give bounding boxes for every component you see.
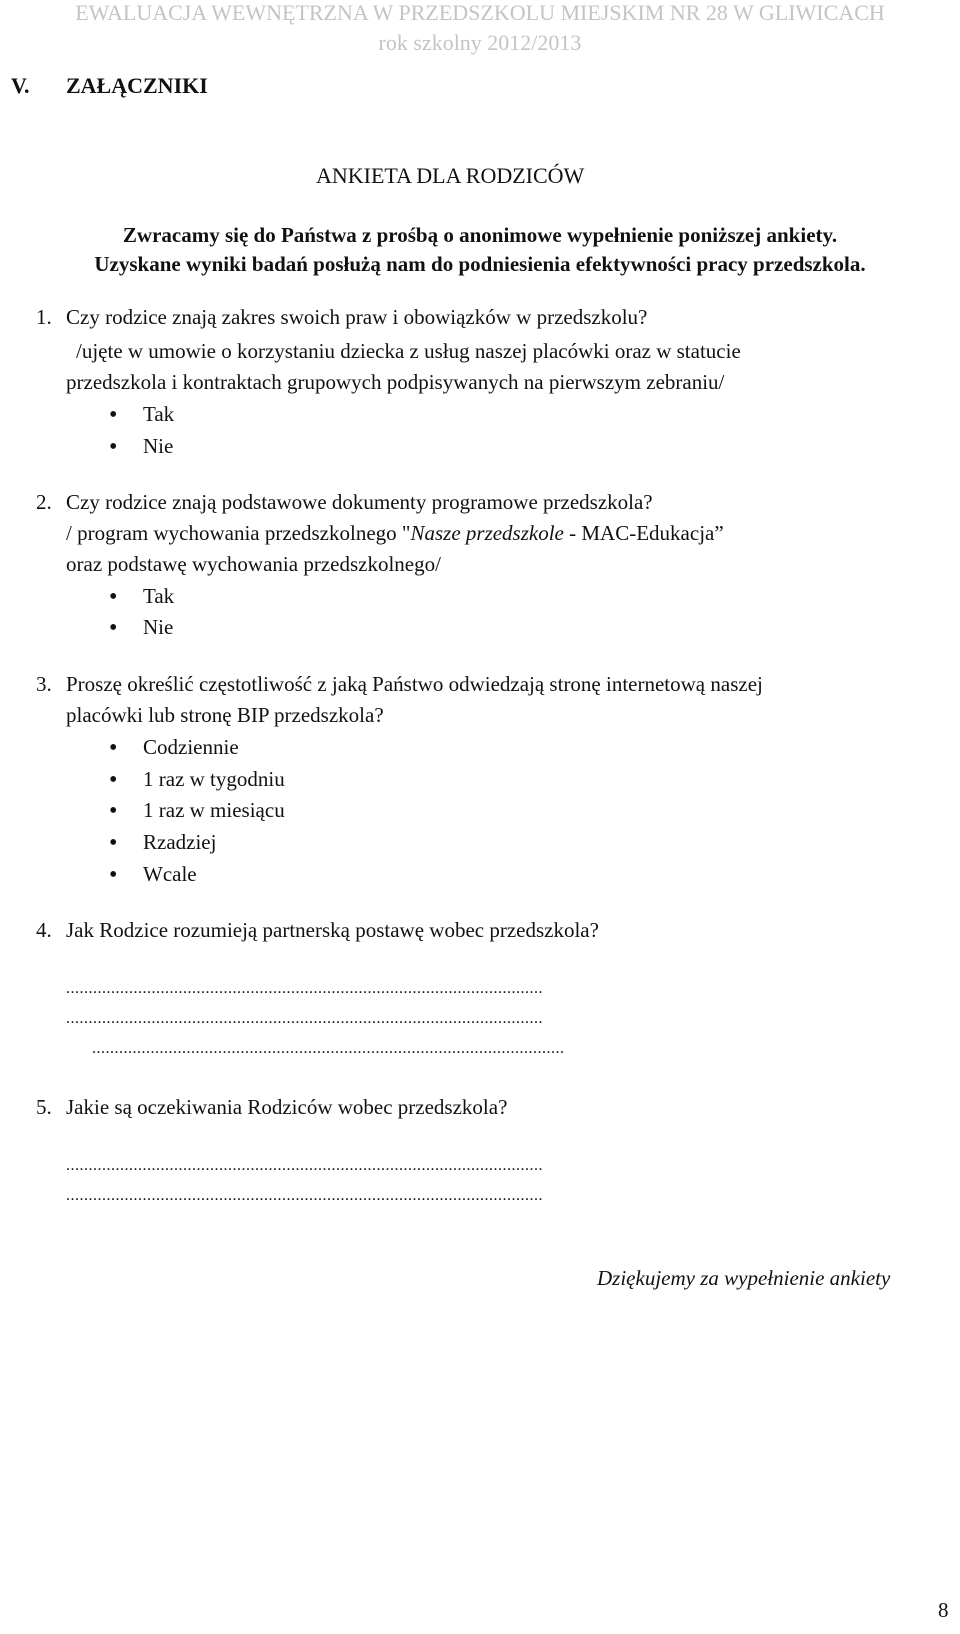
answer-line: .......................................................................................................... [66, 980, 543, 997]
page-number: 8 [938, 1598, 949, 1622]
question-1-number: 1. [36, 305, 52, 329]
question-3-option: • Wcale [143, 862, 197, 887]
answer-line: .......................................................................................................... [66, 1187, 543, 1204]
question-3-number: 3. [36, 672, 52, 696]
survey-title: ANKIETA DLA RODZICÓW [316, 163, 585, 188]
thanks-note: Dziękujemy za wypełnienie ankiety [597, 1266, 891, 1290]
answer-line: .......................................................................................................... [66, 1157, 543, 1174]
question-2-option: • Tak [143, 584, 174, 609]
question-3-option: • 1 raz w tygodniu [143, 767, 285, 792]
question-1-note-2: przedszkola i kontraktach grupowych podpisywanych na pierwszym zebraniu/ [66, 370, 725, 394]
question-2-note-2: oraz podstawę wychowania przedszkolnego/ [66, 552, 441, 576]
question-2-note-1: / program wychowania przedszkolnego "Nasze przedszkole - MAC-Edukacja” [66, 521, 724, 545]
answer-line: .......................................................................................................... [66, 1010, 543, 1027]
intro-line-1: Zwracamy się do Państwa z prośbą o anonimowe wypełnienie poniższej ankiety. [122, 223, 838, 247]
question-4-number: 4. [36, 918, 52, 942]
question-5-text: Jakie są oczekiwania Rodziców wobec przedszkola? [66, 1095, 508, 1119]
answer-line: ......................................................................................................... [92, 1040, 565, 1057]
question-2-option: • Nie [143, 615, 173, 640]
section-title: ZAŁĄCZNIKI [66, 73, 208, 98]
question-2-number: 2. [36, 490, 52, 514]
question-5-number: 5. [36, 1095, 52, 1119]
question-4-text: Jak Rodzice rozumieją partnerską postawę wobec przedszkola? [66, 918, 599, 942]
question-3-text-2: placówki lub stronę BIP przedszkola? [66, 703, 384, 727]
question-3-option: • 1 raz w miesiącu [143, 798, 285, 823]
document-header: EWALUACJA WEWNĘTRZNA W PRZEDSZKOLU MIEJSKIM NR 28 W GLIWICACH [75, 0, 885, 25]
section-number: V. [11, 73, 30, 98]
question-1-text: Czy rodzice znają zakres swoich praw i obowiązków w przedszkolu? [66, 305, 648, 329]
question-1-note-1: /ujęte w umowie o korzystaniu dziecka z usług naszej placówki oraz w statucie [76, 339, 741, 363]
question-1-option: • Tak [143, 402, 174, 427]
question-1-option: • Nie [143, 434, 173, 459]
school-year: rok szkolny 2012/2013 [378, 30, 582, 55]
question-3-option: • Rzadziej [143, 830, 216, 855]
question-3-option: • Codziennie [143, 735, 239, 760]
question-3-text: Proszę określić częstotliwość z jaką Państwo odwiedzają stronę internetową naszej [66, 672, 763, 696]
question-2-text: Czy rodzice znają podstawowe dokumenty programowe przedszkola? [66, 490, 653, 514]
intro-line-2: Uzyskane wyniki badań posłużą nam do podniesienia efektywności pracy przedszkola. [94, 252, 866, 276]
